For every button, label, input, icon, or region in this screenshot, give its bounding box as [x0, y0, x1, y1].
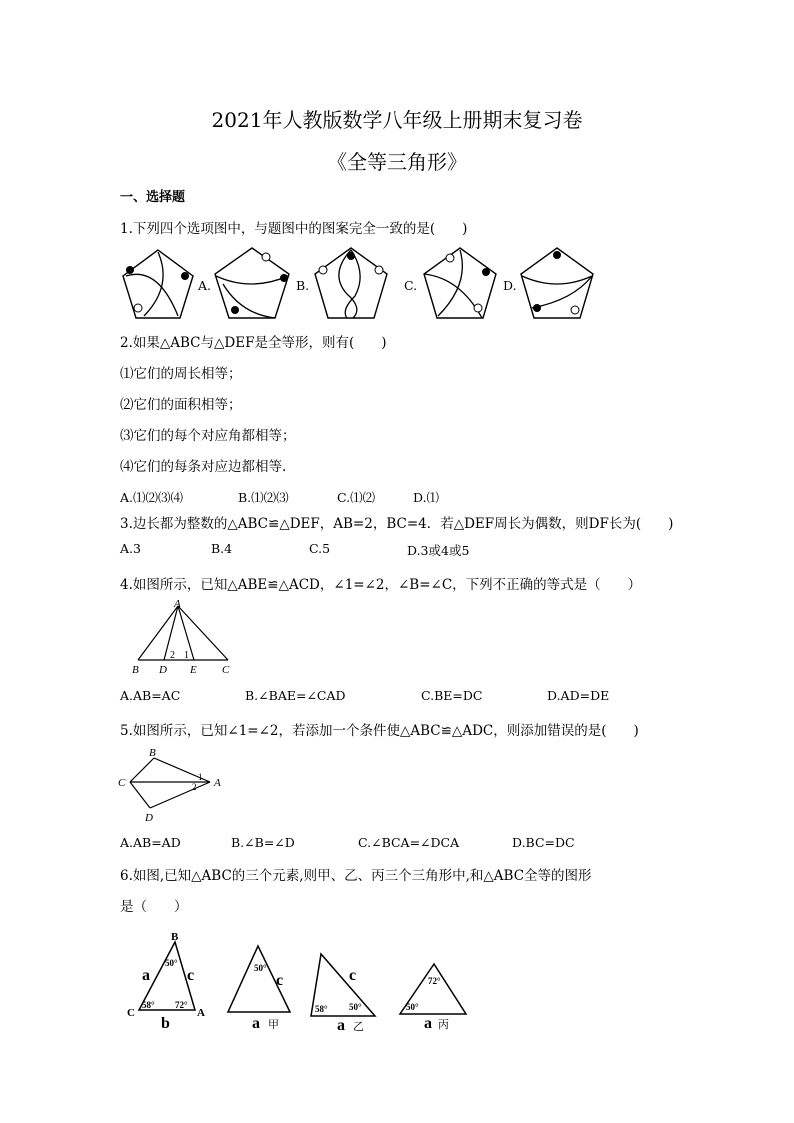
q6-bing-side-a: a [424, 1015, 432, 1032]
q5-option-d: D.BC=DC [512, 835, 575, 850]
q4-label-d: D [159, 664, 167, 676]
q1-stem: 1.下列四个选项图中，与题图中的图案完全一致的是( ) [120, 221, 468, 237]
q2-option-b: B.⑴⑵⑶ [238, 490, 289, 505]
q6-jia-side-c: c [276, 972, 284, 989]
q6-jia-angle: 50° [254, 963, 267, 973]
q2-statement-2: ⑵它们的面积相等； [120, 397, 242, 413]
q6-triangle-abc [125, 930, 215, 1030]
q4-angle-1: 1 [184, 650, 189, 661]
q1-option-d-pentagon [517, 244, 597, 324]
q6-stem-line-2: 是（ ） [120, 899, 188, 915]
q1-option-c: C. [404, 278, 418, 293]
q6-triangle-bing [394, 952, 484, 1052]
q5-angle-2: 2 [192, 782, 197, 792]
q4-label-b: B [132, 664, 139, 676]
q2-statement-3: ⑶它们的每个对应角都相等； [120, 428, 296, 444]
q1-option-b-pentagon [311, 244, 391, 324]
q2-option-a: A.⑴⑵⑶⑷ [120, 490, 184, 505]
section-heading: 一、选择题 [120, 190, 186, 205]
q3-option-b: B.4 [211, 541, 233, 556]
q5-label-b: B [149, 747, 156, 759]
q5-option-a: A.AB=AD [120, 835, 181, 850]
q5-angle-1: 1 [198, 772, 203, 782]
q1-option-d: D. [503, 278, 517, 293]
q6-jia-name: 甲 [268, 1019, 279, 1031]
q6-abc-angle-a: 72° [175, 1000, 188, 1010]
q6-abc-angle-b: 50° [165, 958, 178, 968]
q1-option-a-pentagon [211, 244, 293, 324]
q2-option-d: D.⑴ [413, 490, 440, 505]
q2-option-c: C.⑴⑵ [337, 490, 376, 505]
title-line-1: 2021年人教版数学八年级上册期末复习卷 [211, 108, 583, 132]
q5-stem: 5.如图所示，已知∠1=∠2，若添加一个条件使△ABC≌△ADC，则添加错误的是( ) [120, 723, 639, 739]
q6-bing-angle-72: 72° [428, 976, 441, 986]
q3-stem: 3.边长都为整数的△ABC≌△DEF，AB=2，BC=4．若△DEF周长为偶数，则DF长为( ) [120, 516, 674, 532]
q6-yi-side-a: a [337, 1017, 345, 1034]
q5-figure [118, 744, 228, 824]
q5-label-a: A [214, 777, 221, 789]
q2-stem: 2.如果△ABC与△DEF是全等形，则有( ) [120, 335, 387, 351]
q1-option-c-pentagon [420, 244, 500, 324]
q6-yi-angle-58: 58° [315, 1004, 328, 1014]
q6-yi-angle-50: 50° [349, 1002, 362, 1012]
q1-option-a: A. [198, 278, 212, 293]
q6-stem-line-1: 6.如图,已知△ABC的三个元素,则甲、乙、丙三个三角形中,和△ABC全等的图形 [120, 868, 592, 884]
q5-option-c: C.∠BCA=∠DCA [358, 835, 460, 850]
q6-abc-side-a: a [142, 967, 150, 984]
q4-label-e: E [190, 664, 197, 676]
q6-bing-angle-50: 50° [406, 1002, 419, 1012]
q3-option-c: C.5 [309, 541, 331, 556]
q4-option-a: A.AB=AC [120, 688, 181, 703]
q6-bing-name: 丙 [438, 1019, 449, 1031]
q6-yi-side-c: c [349, 967, 357, 984]
q2-statement-1: ⑴它们的周长相等； [120, 366, 242, 382]
q2-statement-4: ⑷它们的每条对应边都相等. [120, 459, 287, 475]
q4-label-c: C [222, 664, 230, 676]
q4-stem: 4.如图所示，已知△ABE≌△ACD，∠1=∠2，∠B=∠C，下列不正确的等式是（ ） [120, 577, 642, 593]
q6-abc-side-c: c [187, 967, 195, 984]
q3-option-d: D.3或4或5 [407, 543, 470, 558]
q6-abc-side-b: b [161, 1015, 170, 1032]
q6-yi-name: 乙 [353, 1021, 364, 1033]
q5-option-b: B.∠B=∠D [231, 835, 295, 850]
q1-reference-pentagon [118, 246, 198, 326]
q5-label-c: C [118, 777, 126, 789]
title-line-2: 《全等三角形》 [327, 150, 467, 174]
q6-triangle-jia [222, 936, 302, 1036]
q1-option-b: B. [296, 278, 310, 293]
q4-figure [128, 598, 238, 678]
q4-label-a: A [174, 598, 181, 610]
q6-jia-side-a: a [252, 1015, 260, 1032]
q5-label-d: D [145, 812, 153, 824]
q6-abc-angle-c: 58° [142, 1000, 155, 1010]
q4-option-d: D.AD=DE [547, 688, 610, 703]
q6-abc-label-b: B [171, 931, 179, 943]
q6-abc-label-c: C [127, 1007, 135, 1019]
q4-option-b: B.∠BAE=∠CAD [245, 688, 346, 703]
q6-triangle-yi [307, 946, 397, 1046]
q6-abc-label-a: A [197, 1007, 205, 1019]
q3-option-a: A.3 [120, 541, 141, 556]
q4-option-c: C.BE=DC [421, 688, 483, 703]
q4-angle-2: 2 [170, 650, 175, 661]
